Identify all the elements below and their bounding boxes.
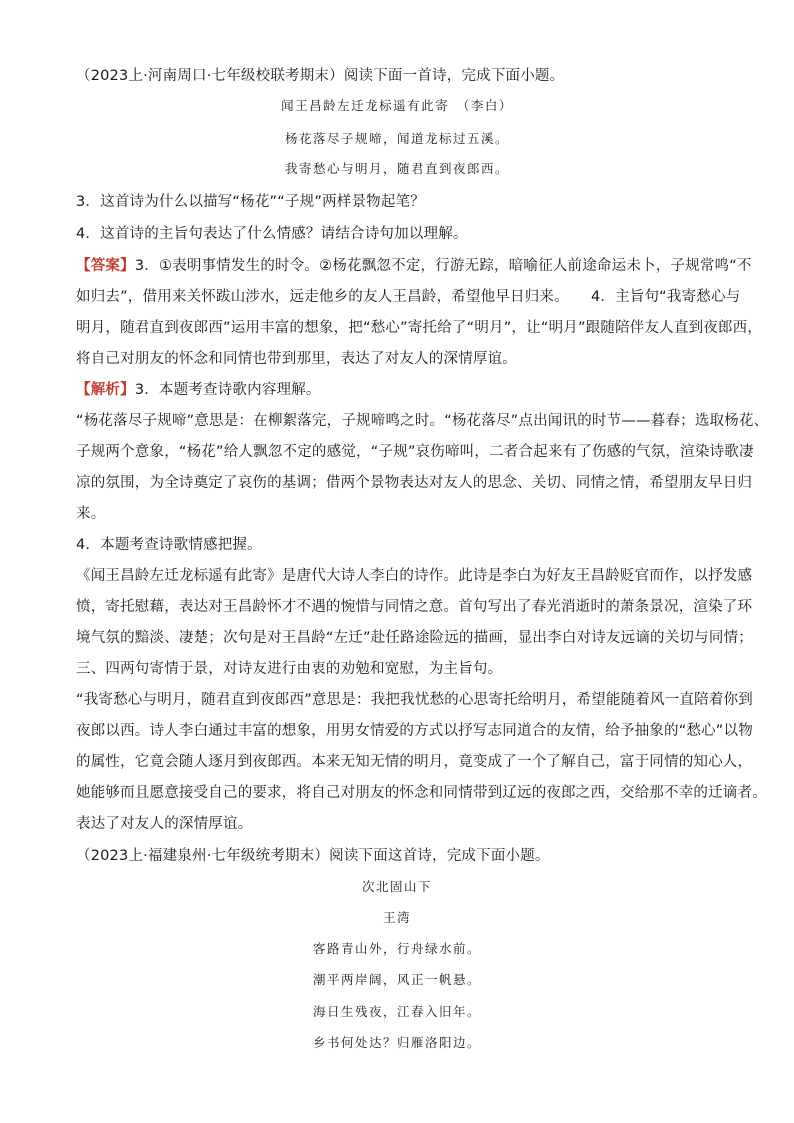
analysis-p2-heading: 4．本题考查诗歌情感把握。 [76, 537, 262, 553]
answer-line-1 [76, 256, 752, 276]
analysis-p3-line-2: 夜郎以西。诗人李白通过丰富的想象，用男女情爱的方式以抒写志同道合的友情，给予抽象的“愁心”以物 [76, 723, 753, 739]
answer-text-1: 3．①表明事情发生的时令。②杨花飘忽不定，行游无踪，暗喻征人前途命运未卜，子规常鸣“不 [134, 258, 752, 274]
answer-tag: 【答案】 [76, 258, 135, 274]
poem2-line-1: 客路青山外，行舟绿水前。 [312, 941, 481, 956]
analysis-p2-line-4: 三、四两句寄情于景，对诗友进行由衷的劝勉和宽慰，为主旨句。 [76, 661, 503, 677]
poem2-title: 次北固山下 [361, 879, 432, 894]
analysis-p1-line-1: “杨花落尽子规啼”意思是：在柳絮落完，子规啼鸣之时。“杨花落尽”点出闻讯的时节——暮春；选取杨花、 [76, 413, 769, 429]
analysis-p1-line-4: 来。 [76, 506, 106, 522]
poem2-line-3: 海日生残夜，江春入旧年。 [312, 1004, 481, 1019]
analysis-tag: 【解析】 [76, 382, 135, 398]
poem2-line-4: 乡书何处达？归雁洛阳边。 [312, 1035, 481, 1050]
poem1-title: 闻王昌龄左迁龙标遥有此寄 （李白） [281, 98, 513, 113]
poem1-line-2: 我寄愁心与明月，随君直到夜郎西。 [284, 161, 509, 176]
analysis-p1-line-3: 凉的氛围，为全诗奠定了哀伤的基调；借两个景物表达对友人的思念、关切、同情之情，希望朋友早日归 [76, 475, 753, 491]
analysis-p3-line-4: 她能够而且愿意接受自己的要求，将自己对朋友的怀念和同情带到辽远的夜郎之西，交给那不幸的迁谪者。 [76, 785, 767, 801]
poem1-line-1: 杨花落尽子规啼，闻道龙标过五溪。 [284, 131, 509, 146]
section2-intro: （2023上·福建泉州·七年级统考期末）阅读下面这首诗，完成下面小题。 [76, 848, 550, 864]
answer-line-3: 明月，随君直到夜郎西”运用丰富的想象，把“愁心”寄托给了“明月”，让“明月”跟随陪伴友人直到夜郎西， [76, 320, 763, 336]
analysis-line-1 [76, 380, 728, 400]
question-3: 3．这首诗为什么以描写“杨花”“子规”两样景物起笔？ [76, 194, 425, 210]
analysis-p3-line-5: 表达了对友人的深情厚谊。 [76, 816, 253, 832]
analysis-p2-line-1: 《闻王昌龄左迁龙标遥有此寄》是唐代大诗人李白的诗作。此诗是李白为好友王昌龄贬官而作，以抒发感 [76, 568, 753, 584]
poem2-author: 王湾 [382, 910, 411, 925]
poem2-line-2: 潮平两岸阔，风正一帆悬。 [312, 972, 481, 987]
analysis-p2-line-3: 境气氛的黯淡、凄楚；次句是对王昌龄“左迁”赴任路途险远的描画，显出李白对诗友远谪的关切与同情； [76, 630, 753, 646]
answer-line-4: 将自己对朋友的怀念和同情也带到那里，表达了对友人的深情厚谊。 [76, 351, 517, 367]
analysis-p3-line-1: “我寄愁心与明月，随君直到夜郎西”意思是：我把我忧愁的心思寄托给明月，希望能随着风一直陪着你到 [76, 692, 753, 708]
analysis-p1-line-2: 子规两个意象，“杨花”给人飘忽不定的感觉，“子规”哀伤啼叫，二者合起来有了伤感的气氛，渲染诗歌凄 [76, 444, 754, 460]
analysis-text-1: 3．本题考查诗歌内容理解。 [134, 382, 321, 398]
question-4: 4．这首诗的主旨句表达了什么情感？请结合诗句加以理解。 [76, 226, 468, 242]
section1-intro: （2023上·河南周口·七年级校联考期末）阅读下面一首诗，完成下面小题。 [76, 68, 565, 84]
answer-line-2: 如归去”，借用来关怀跋山涉水，远走他乡的友人王昌龄，希望他早日归来。 4．主旨句“我寄愁心与 [76, 289, 741, 305]
analysis-p2-line-2: 愤，寄托慰藉，表达对王昌龄怀才不遇的惋惜与同情之意。首句写出了春光消逝时的萧条景况，渲染了环 [76, 599, 753, 615]
analysis-p3-line-3: 的属性，它竟会随人逐月到夜郎西。本来无知无情的明月，竟变成了一个了解自己，富于同情的知心人， [76, 754, 753, 770]
